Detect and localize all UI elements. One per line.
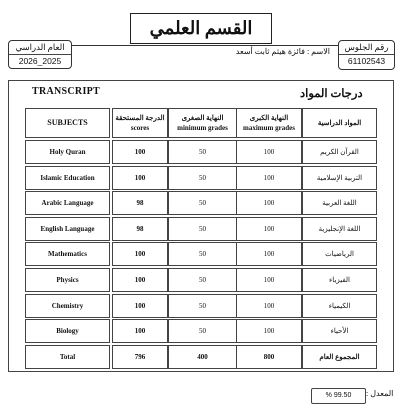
subject-ar-cell: اللغة الإنجليزية	[302, 217, 377, 241]
subject-en-cell: Biology	[25, 319, 110, 343]
subject-en-cell: Mathematics	[25, 242, 110, 266]
subject-en-cell: Chemistry	[25, 294, 110, 318]
max-grade-cell: 100	[236, 294, 302, 318]
total-score-cell: 796	[112, 345, 168, 369]
max-grade-cell: 100	[236, 319, 302, 343]
subject-en-cell: Islamic Education	[25, 166, 110, 190]
column-header	[25, 108, 110, 138]
subject-en-cell: Arabic Language	[25, 191, 110, 215]
min-grade-cell: 50	[168, 191, 237, 215]
seat-number-value: 61102543	[347, 56, 386, 66]
max-grade-cell: 100	[236, 268, 302, 292]
subject-ar-cell: التربية الإسلامية	[302, 166, 377, 190]
subject-ar-cell: الأحياء	[302, 319, 377, 343]
column-header	[236, 108, 302, 138]
total-subject-en-cell: Total	[25, 345, 110, 369]
average-label: المعدل :	[366, 389, 394, 398]
column-header	[112, 108, 168, 138]
column-header-en: SUBJECTS	[47, 118, 88, 127]
max-grade-cell: 100	[236, 242, 302, 266]
total-max-grade-cell: 800	[236, 345, 302, 369]
max-grade-cell: 100	[236, 166, 302, 190]
grades-label: درجات المواد	[300, 88, 363, 100]
column-header-en: maximum grades	[243, 124, 295, 132]
score-cell: 100	[112, 140, 168, 164]
page-title: القسم العلمي	[130, 13, 272, 44]
column-header-en: scores	[130, 124, 150, 132]
min-grade-cell: 50	[168, 166, 237, 190]
max-grade-cell: 100	[236, 217, 302, 241]
subject-en-cell: Holy Quran	[25, 140, 110, 164]
column-header	[302, 108, 377, 138]
student-name: الاسم : فائزة هيثم ثابت أسعد	[235, 47, 330, 56]
score-cell: 98	[112, 217, 168, 241]
max-grade-cell: 100	[236, 140, 302, 164]
total-min-grade-cell: 400	[168, 345, 237, 369]
academic-year-value: 2026_2025	[18, 56, 62, 66]
score-cell: 100	[112, 294, 168, 318]
subject-ar-cell: القرآن الكريم	[302, 140, 377, 164]
score-cell: 100	[112, 242, 168, 266]
seat-number-box	[338, 40, 395, 70]
score-cell: 100	[112, 166, 168, 190]
min-grade-cell: 50	[168, 268, 237, 292]
seat-number-label: رقم الجلوس	[344, 42, 389, 52]
column-header-ar: الدرجة المستحقة	[115, 114, 165, 122]
score-cell: 98	[112, 191, 168, 215]
max-grade-cell: 100	[236, 191, 302, 215]
box-divider	[9, 54, 71, 55]
score-cell: 100	[112, 268, 168, 292]
min-grade-cell: 50	[168, 242, 237, 266]
column-header-ar: النهاية الصغرى	[181, 114, 224, 122]
box-divider	[339, 54, 394, 55]
academic-year-label: العام الدراسي	[15, 42, 65, 52]
column-header-ar: النهاية الكبرى	[249, 114, 289, 122]
subject-ar-cell: الرياضيات	[302, 242, 377, 266]
subject-ar-cell: اللغة العربية	[302, 191, 377, 215]
column-header-ar: المواد الدراسية	[317, 119, 362, 127]
subject-ar-cell: الكيمياء	[302, 294, 377, 318]
subject-en-cell: Physics	[25, 268, 110, 292]
transcript-label: TRANSCRIPT	[32, 86, 101, 97]
subject-en-cell: English Language	[25, 217, 110, 241]
total-subject-ar-cell: المجموع العام	[302, 345, 377, 369]
column-header-en: minimum grades	[177, 124, 228, 132]
score-cell: 100	[112, 319, 168, 343]
column-header	[168, 108, 237, 138]
subject-ar-cell: الفيزياء	[302, 268, 377, 292]
min-grade-cell: 50	[168, 217, 237, 241]
min-grade-cell: 50	[168, 140, 237, 164]
average-value: % 99.50	[311, 388, 366, 404]
min-grade-cell: 50	[168, 294, 237, 318]
min-grade-cell: 50	[168, 319, 237, 343]
academic-year-box	[8, 40, 72, 69]
